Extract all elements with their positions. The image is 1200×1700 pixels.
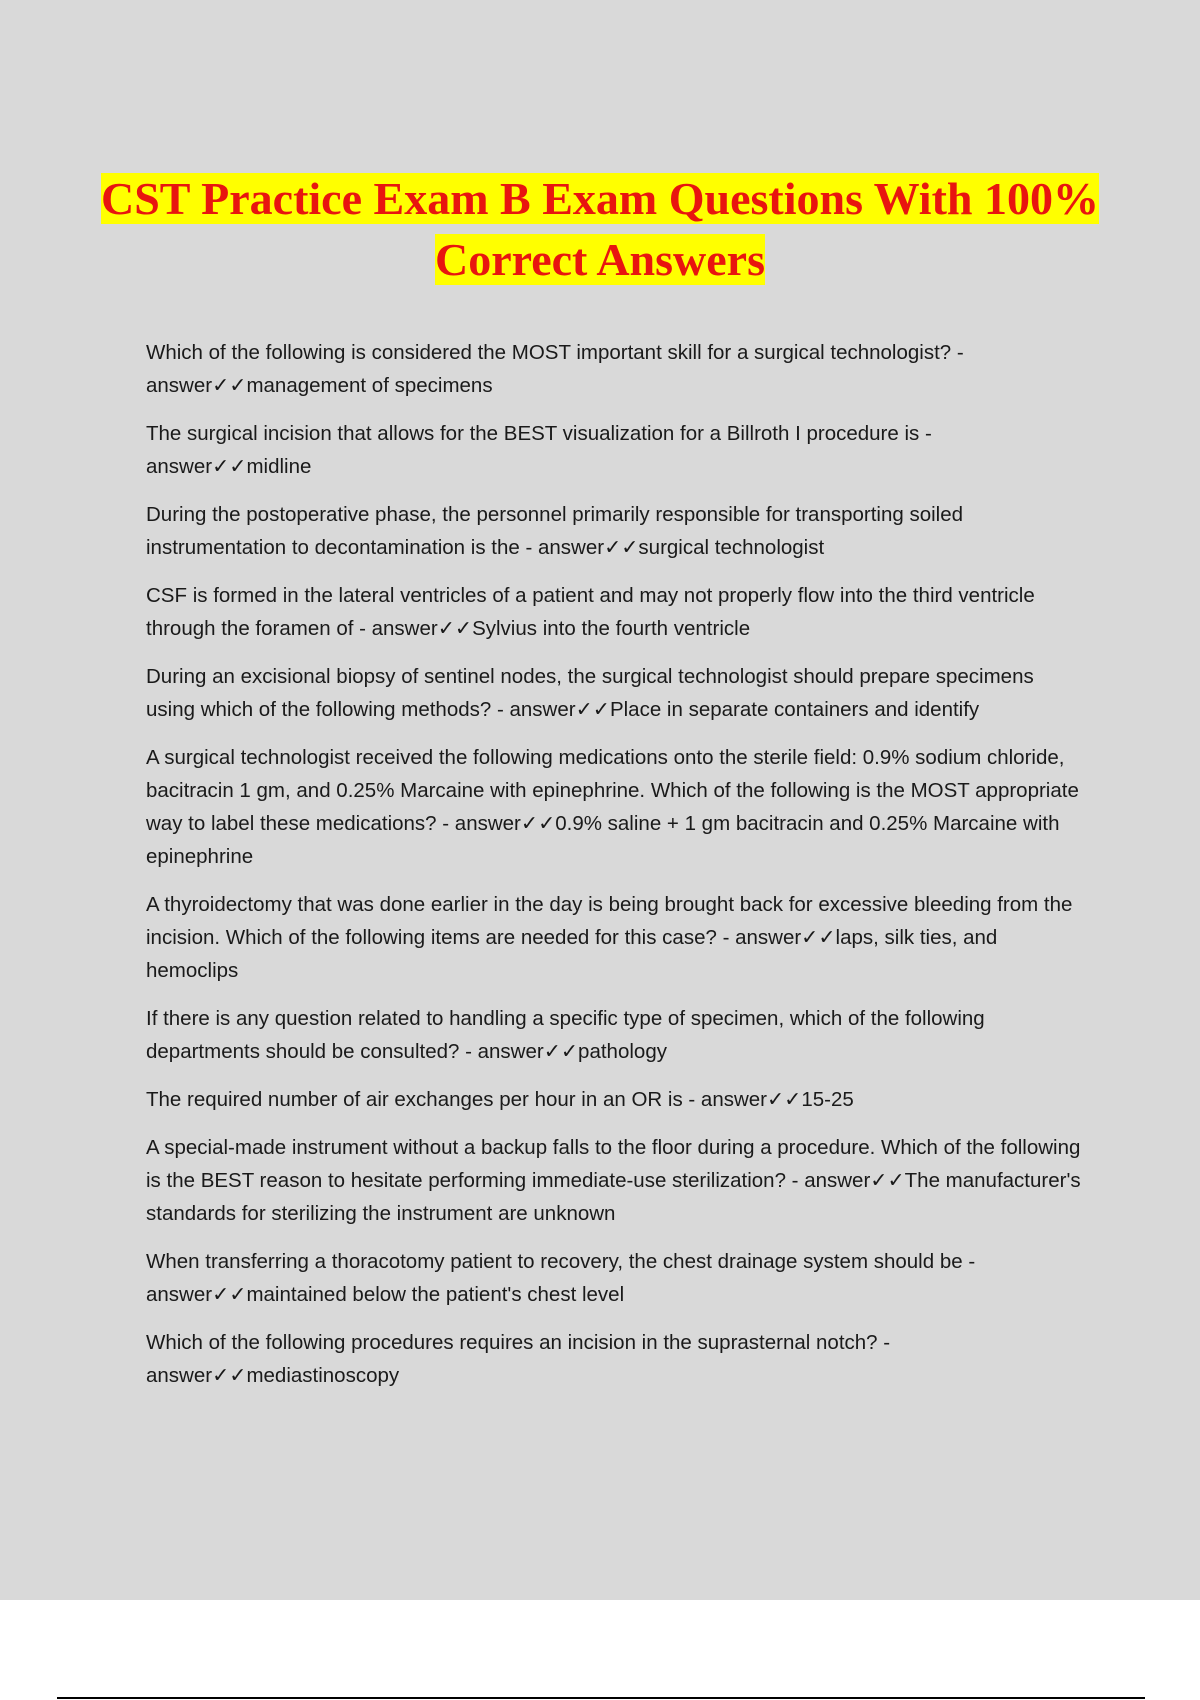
qa-item: During the postoperative phase, the personnel primarily responsible for transporting soiled instrumentation to decontamination is the - answer✓✓surgical technologist <box>146 503 964 559</box>
document-title-block <box>100 168 1100 290</box>
qa-item: A special-made instrument without a backup falls to the floor during a procedure. Which of the following is the BEST reason to hesitate performing immediate-use sterilization? - answer✓✓The manufacturer's standards for sterilizing the instrument are unknown <box>146 1136 1081 1225</box>
qa-item: During an excisional biopsy of sentinel nodes, the surgical technologist should prepare specimens using which of the following methods? - answer✓✓Place in separate containers and identify <box>146 665 1034 721</box>
qa-item: Which of the following procedures requires an incision in the suprasternal notch? - answer✓✓mediastinoscopy <box>146 1331 891 1387</box>
document-title: CST Practice Exam B Exam Questions With 100% Correct Answers <box>101 173 1099 285</box>
page-bottom-divider <box>57 1697 1145 1699</box>
qa-item: CSF is formed in the lateral ventricles of a patient and may not properly flow into the third ventricle through the foramen of - answer✓✓Sylvius into the fourth ventricle <box>146 584 1035 640</box>
qa-item: A thyroidectomy that was done earlier in the day is being brought back for excessive bleeding from the incision. Which of the following items are needed for this case? - answer✓✓laps, silk ties, and hemoclips <box>146 893 1073 982</box>
qa-item: If there is any question related to handling a specific type of specimen, which of the following departments should be consulted? - answer✓✓pathology <box>146 1007 985 1063</box>
qa-item: When transferring a thoracotomy patient to recovery, the chest drainage system should be - answer✓✓maintained below the patient's chest level <box>146 1250 976 1306</box>
qa-item: The required number of air exchanges per hour in an OR is - answer✓✓15-25 <box>146 1088 854 1111</box>
qa-item: Which of the following is considered the MOST important skill for a surgical technologist? - answer✓✓management of specimens <box>146 341 964 397</box>
qa-item: The surgical incision that allows for the BEST visualization for a Billroth I procedure is - answer✓✓midline <box>146 422 932 478</box>
question-answer-list <box>146 336 1086 1407</box>
qa-item: A surgical technologist received the following medications onto the sterile field: 0.9% sodium chloride, bacitracin 1 gm, and 0.25% Marcaine with epinephrine. Which of the following is the MOST appropriate way to label these medications? - answer✓✓0.9% saline + 1 gm bacitracin and 0.25% Marcaine with epinephrine <box>146 746 1079 868</box>
